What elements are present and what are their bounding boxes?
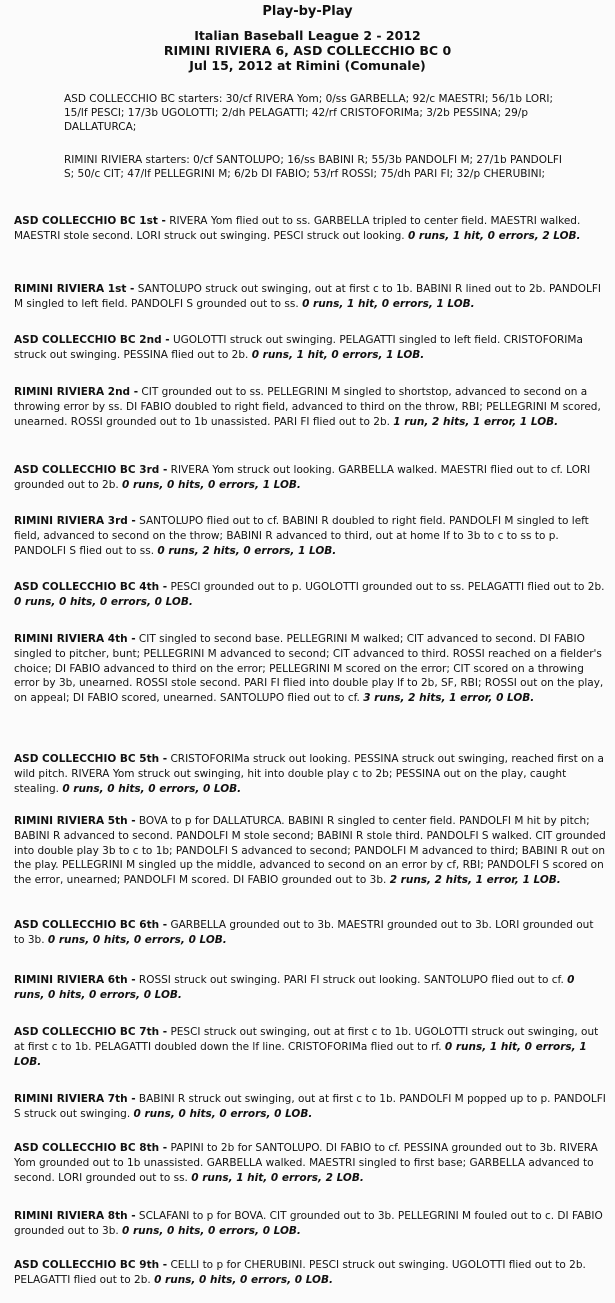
inning-label: ASD COLLECCHIO BC 4th - [14, 581, 168, 593]
inning-label: RIMINI RIVIERA 2nd - [14, 386, 139, 398]
inning-plays: PESCI grounded out to p. UGOLOTTI grounded out to ss. PELAGATTI flied out to 2b. [167, 581, 605, 593]
inning-label: ASD COLLECCHIO BC 3rd - [14, 464, 168, 476]
inning-plays: UGOLOTTI struck out swinging. PELAGATTI singled to left field. CRISTOFORIMa struck out swinging. PESSINA flied out to 2b. [14, 334, 583, 361]
inning-paragraph [14, 752, 606, 796]
inning-label: RIMINI RIVIERA 3rd - [14, 515, 136, 527]
visitor-starters: ASD COLLECCHIO BC starters: 30/cf RIVERA Yom; 0/ss GARBELLA; 92/c MAESTRI; 56/1b LORI; 15/lf PESCI; 17/3b UGOLOTTI; 2/dh PELAGATTI; 42/rf CRISTOFORIMa; 3/2b PESSINA; 29/p DALLATURCA; [64, 93, 554, 133]
inning-label: RIMINI RIVIERA 8th - [14, 1210, 136, 1222]
inning-plays: CIT singled to second base. PELLEGRINI M walked; CIT advanced to second. DI FABIO singled to pitcher, bunt; PELLEGRINI M advanced to second; CIT advanced to third. ROSSI reached on a fielder's choice; DI FABIO advanced to third on the error; PELLEGRINI M scored on the error; CIT scored on a throwing error by 3b, unearned. ROSSI stole second. PARI FI flied into double play lf to 2b, SF, RBI; ROSSI out on the play, on appeal; DI FABIO scored, unearned. SANTOLUPO flied out to cf. [14, 633, 604, 705]
inning-label: RIMINI RIVIERA 4th - [14, 633, 136, 645]
league-name: Italian Baseball League 2 - 2012 [194, 28, 421, 43]
inning-plays: BOVA to p for DALLATURCA. BABINI R singled to center field. PANDOLFI M hit by pitch; BABINI R advanced to second. PANDOLFI M stole second; BABINI R stole third. PANDOLFI S walked. CIT grounded into double play 3b to c to 1b; PANDOLFI S advanced to second; PANDOLFI M advanced to third; BABINI R out on the play. PELLEGRINI M singled up the middle, advanced to second on an error by cf, RBI; PANDOLFI S scored on the error, unearned; PANDOLFI M scored. DI FABIO grounded out to 3b. [14, 815, 606, 887]
inning-summary: 0 runs, 0 hits, 0 errors, 0 LOB. [14, 974, 575, 1001]
inning-summary: 0 runs, 1 hit, 0 errors, 1 LOB. [14, 1040, 587, 1068]
inning-paragraph [14, 214, 606, 244]
inning-label: ASD COLLECCHIO BC 8th - [14, 1142, 168, 1154]
inning-plays: RIVERA Yom struck out looking. GARBELLA walked. MAESTRI flied out to cf. LORI grounded out to 2b. [14, 464, 591, 491]
inning-summary: 0 runs, 0 hits, 0 errors, 0 LOB. [122, 1224, 301, 1237]
inning-paragraph [14, 333, 606, 363]
game-matchup: RIMINI RIVIERA 6, ASD COLLECCHIO BC 0 [163, 43, 452, 58]
home-starters: RIMINI RIVIERA starters: 0/cf SANTOLUPO; 16/ss BABINI R; 55/3b PANDOLFI M; 27/1b PANDOLFI S; 50/c CIT; 47/lf PELLEGRINI M; 6/2b DI FABIO; 53/rf ROSSI; 75/dh PARI FI; 32/p CHERUBINI; [64, 154, 563, 180]
inning-label: ASD COLLECCHIO BC 6th - [14, 919, 168, 931]
inning-paragraph [14, 632, 606, 706]
inning-plays: CELLI to p for CHERUBINI. PESCI struck out swinging. UGOLOTTI flied out to 2b. PELAGATTI flied out to 2b. [14, 1259, 586, 1286]
inning-label: RIMINI RIVIERA 7th - [14, 1093, 136, 1105]
inning-paragraph [14, 1141, 606, 1185]
inning-summary: 0 runs, 1 hit, 0 errors, 2 LOB. [191, 1171, 364, 1184]
inning-label: ASD COLLECCHIO BC 9th - [14, 1259, 168, 1271]
inning-paragraph [14, 814, 606, 888]
inning-summary: 1 run, 2 hits, 1 error, 1 LOB. [393, 415, 559, 428]
inning-paragraph [14, 282, 606, 312]
game-date-location: Jul 15, 2012 at Rimini (Comunale) [189, 58, 426, 73]
inning-summary: 0 runs, 1 hit, 0 errors, 1 LOB. [302, 297, 475, 310]
inning-summary: 0 runs, 0 hits, 0 errors, 0 LOB. [62, 782, 242, 795]
inning-summary: 0 runs, 0 hits, 0 errors, 1 LOB. [122, 478, 301, 491]
inning-summary: 0 runs, 0 hits, 0 errors, 0 LOB. [47, 933, 227, 946]
inning-plays: PESCI struck out swinging, out at first c to 1b. UGOLOTTI struck out swinging, out at first c to 1b. PELAGATTI doubled down the lf line. CRISTOFORIMa flied out to rf. [14, 1026, 599, 1053]
inning-summary: 0 runs, 0 hits, 0 errors, 0 LOB. [133, 1107, 313, 1120]
inning-plays: CIT grounded out to ss. PELLEGRINI M singled to shortstop, advanced to second on a throwing error by ss. DI FABIO doubled to right field, advanced to third on the throw, RBI; PELLEGRINI M scored, unearned. ROSSI grounded out to 1b unassisted. PARI FI flied out to 2b. [14, 386, 601, 428]
inning-paragraph [14, 514, 606, 558]
inning-label: ASD COLLECCHIO BC 1st - [14, 215, 166, 227]
inning-label: ASD COLLECCHIO BC 5th - [14, 753, 168, 765]
inning-summary: 0 runs, 2 hits, 0 errors, 1 LOB. [157, 544, 337, 557]
inning-summary: 3 runs, 2 hits, 1 error, 0 LOB. [363, 692, 535, 705]
inning-label: RIMINI RIVIERA 1st - [14, 283, 135, 295]
inning-plays: CRISTOFORIMa struck out looking. PESSINA struck out swinging, reached first on a wild pitch. RIVERA Yom struck out swinging, hit into double play c to 2b; PESSINA out on the play, caught stealing. [14, 753, 604, 795]
inning-summary: 0 runs, 0 hits, 0 errors, 0 LOB. [154, 1273, 333, 1286]
inning-plays: ROSSI struck out swinging. PARI FI struck out looking. SANTOLUPO flied out to cf. [135, 974, 568, 986]
inning-plays: SANTOLUPO struck out swinging, out at first c to 1b. BABINI R lined out to 2b. PANDOLFI M singled to left field. PANDOLFI S grounded out to ss. [14, 283, 602, 310]
inning-plays: BABINI R struck out swinging, out at first c to 1b. PANDOLFI M popped up to p. PANDOLFI S struck out swinging. [14, 1093, 606, 1120]
inning-label: ASD COLLECCHIO BC 7th - [14, 1026, 168, 1038]
inning-paragraph [14, 1209, 606, 1239]
inning-paragraph [14, 463, 606, 493]
inning-summary: 0 runs, 1 hit, 0 errors, 1 LOB. [251, 348, 425, 361]
inning-paragraph [14, 580, 606, 610]
inning-paragraph [14, 918, 606, 948]
inning-plays: PAPINI to 2b for SANTOLUPO. DI FABIO to cf. PESSINA grounded out to 3b. RIVERA Yom grounded out to 1b unassisted. GARBELLA walked. MAESTRI singled to first base; GARBELLA advanced to second. LORI grounded out to ss. [14, 1142, 598, 1184]
inning-label: RIMINI RIVIERA 6th - [14, 974, 136, 986]
inning-summary: 0 runs, 0 hits, 0 errors, 0 LOB. [14, 595, 193, 608]
inning-plays: RIVERA Yom flied out to ss. GARBELLA tripled to center field. MAESTRI walked. MAESTRI stole second. LORI struck out swinging. PESCI struck out looking. [14, 215, 581, 242]
inning-paragraph [14, 1258, 606, 1288]
inning-plays: SANTOLUPO flied out to cf. BABINI R doubled to right field. PANDOLFI M singled to left field, advanced to second on the throw; BABINI R advanced to third, out at home lf to 3b to c to ss to p. PANDOLFI S flied out to ss. [14, 515, 589, 557]
inning-summary: 2 runs, 2 hits, 1 error, 1 LOB. [389, 874, 561, 887]
document-title: Play-by-Play [262, 4, 353, 19]
inning-label: ASD COLLECCHIO BC 2nd - [14, 334, 170, 346]
inning-paragraph [14, 1092, 606, 1122]
inning-plays: SCLAFANI to p for BOVA. CIT grounded out to 3b. PELLEGRINI M fouled out to c. DI FABIO grounded out to 3b. [14, 1210, 603, 1237]
inning-paragraph [14, 973, 606, 1003]
inning-paragraph [14, 385, 606, 429]
inning-paragraph [14, 1025, 606, 1069]
inning-label: RIMINI RIVIERA 5th - [14, 815, 136, 827]
inning-summary: 0 runs, 1 hit, 0 errors, 2 LOB. [407, 229, 581, 242]
inning-plays: GARBELLA grounded out to 3b. MAESTRI grounded out to 3b. LORI grounded out to 3b. [14, 919, 594, 946]
